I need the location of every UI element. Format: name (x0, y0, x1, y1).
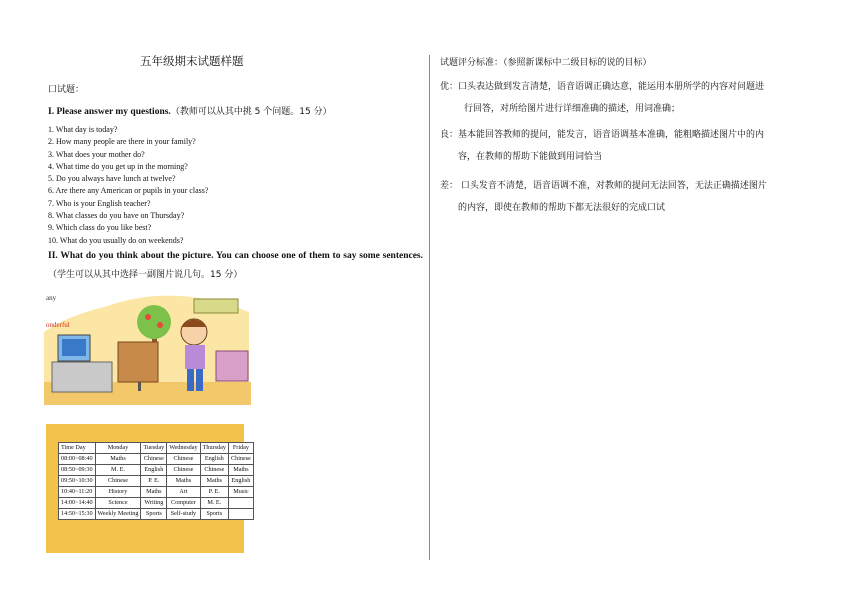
day-header: Wednesday (167, 443, 200, 454)
partial-text-2: onderful (46, 321, 70, 329)
subject-cell (228, 509, 253, 520)
part2-heading-en: II. What do you think about the picture. You can choose one of them to say some sentences. (48, 251, 423, 261)
table-row (59, 476, 254, 487)
corner-time: Time (61, 444, 74, 451)
subject-cell: Maths (167, 476, 200, 487)
subject-cell: Computer (167, 498, 200, 509)
subject-cell: M. E. (95, 465, 141, 476)
poor-line-1: 差： 口头发音不清楚，语音语调不准，对教师的提问无法回答，无法正确描述图片 (440, 181, 767, 191)
subject-cell: Chinese (200, 465, 228, 476)
time-cell: 08:50~09:30 (59, 465, 96, 476)
subject-cell: P. E. (200, 487, 228, 498)
table-row (59, 454, 254, 465)
time-cell: 14:00~14:40 (59, 498, 96, 509)
subject-cell: English (141, 465, 167, 476)
table-row (59, 509, 254, 520)
part1-heading (48, 104, 428, 117)
day-header: Thursday (200, 443, 228, 454)
subject-cell: Weekly Meeting (95, 509, 141, 520)
subject-cell: Maths (200, 476, 228, 487)
table-row (59, 498, 254, 509)
question-item: 9. Which class do you like best? (48, 223, 152, 233)
time-cell: 14:50~15:30 (59, 509, 96, 520)
subject-cell: English (228, 476, 253, 487)
subject-cell: Writing (141, 498, 167, 509)
subject-cell: Sports (141, 509, 167, 520)
scoring-heading: 试题评分标准：（参照新课标中二级目标的说的目标） (440, 58, 652, 68)
poor-line-2: 的内容，即使在教师的帮助下都无法很好的完成口试 (458, 203, 666, 213)
time-cell: 08:00~08:40 (59, 454, 96, 465)
question-item: 4. What time do you get up in the morning? (48, 161, 188, 171)
scoring-excellent (440, 76, 818, 120)
part1-heading-en: I. Please answer my questions. (48, 107, 171, 117)
question-item: 8. What classes do you have on Thursday? (48, 211, 185, 221)
question-item: 5. Do you always have lunch at twelve? (48, 174, 176, 184)
day-header: Tuesday (141, 443, 167, 454)
question-item: 2. How many people are there in your family? (48, 137, 196, 147)
timetable (58, 442, 254, 520)
time-cell: 09:50~10:30 (59, 476, 96, 487)
subject-cell: Maths (228, 465, 253, 476)
page-title: 五年级期末试题样题 (140, 54, 244, 68)
subject-cell: Self-study (167, 509, 200, 520)
excellent-line-1: 优：口头表达做到发言清楚，语音语调正确达意，能运用本册所学的内容对问题进 (440, 82, 765, 92)
day-header: Monday (95, 443, 141, 454)
day-header: Friday (228, 443, 253, 454)
partial-text-1: any (46, 294, 57, 302)
corner-day: Day (75, 444, 86, 451)
excellent-line-2: 行回答，对所给图片进行详细准确的描述，用词准确； (464, 104, 681, 114)
good-line-1: 良：基本能回答教师的提问，能发言，语音语调基本准确，能粗略描述图片中的内 (440, 130, 765, 140)
subject-cell: Chinese (167, 465, 200, 476)
question-item: 10. What do you usually do on weekends? (48, 235, 184, 245)
question-list (48, 124, 208, 247)
column-divider (429, 55, 430, 560)
timetable-picture (46, 424, 251, 553)
subject-cell: History (95, 487, 141, 498)
subject-cell: English (200, 454, 228, 465)
subject-cell: Chinese (228, 454, 253, 465)
classroom-picture (44, 287, 251, 405)
subject-cell: Maths (141, 487, 167, 498)
question-item: 7. Who is your English teacher? (48, 198, 151, 208)
subject-cell: Chinese (95, 476, 141, 487)
good-line-2: 容，在教师的帮助下能做到用词恰当 (458, 152, 603, 162)
section-label: 口试题： (48, 85, 85, 95)
subject-cell: M. E. (200, 498, 228, 509)
subject-cell (228, 498, 253, 509)
table-row (59, 487, 254, 498)
question-item: 1. What day is today? (48, 125, 118, 134)
subject-cell: Music (228, 487, 253, 498)
scoring-good (440, 124, 818, 168)
subject-cell: P. E. (141, 476, 167, 487)
part1-heading-cn: （教师可以从其中挑 5 个问题。15 分） (170, 107, 332, 117)
question-item: 3. What does your mother do? (48, 149, 145, 159)
table-row (59, 465, 254, 476)
subject-cell: Chinese (141, 454, 167, 465)
subject-cell: Science (95, 498, 141, 509)
scoring-poor (440, 175, 818, 219)
subject-cell: Sports (200, 509, 228, 520)
subject-cell: Chinese (167, 454, 200, 465)
subject-cell: Art (167, 487, 200, 498)
part2-heading (48, 247, 423, 285)
time-cell: 10:40~11:20 (59, 487, 96, 498)
part2-heading-cn: （学生可以从其中选择一副图片说几句。15 分） (48, 270, 243, 280)
subject-cell: Maths (95, 454, 141, 465)
timetable-corner (59, 443, 96, 454)
question-item: 6. Are there any American or pupils in your class? (48, 186, 209, 196)
